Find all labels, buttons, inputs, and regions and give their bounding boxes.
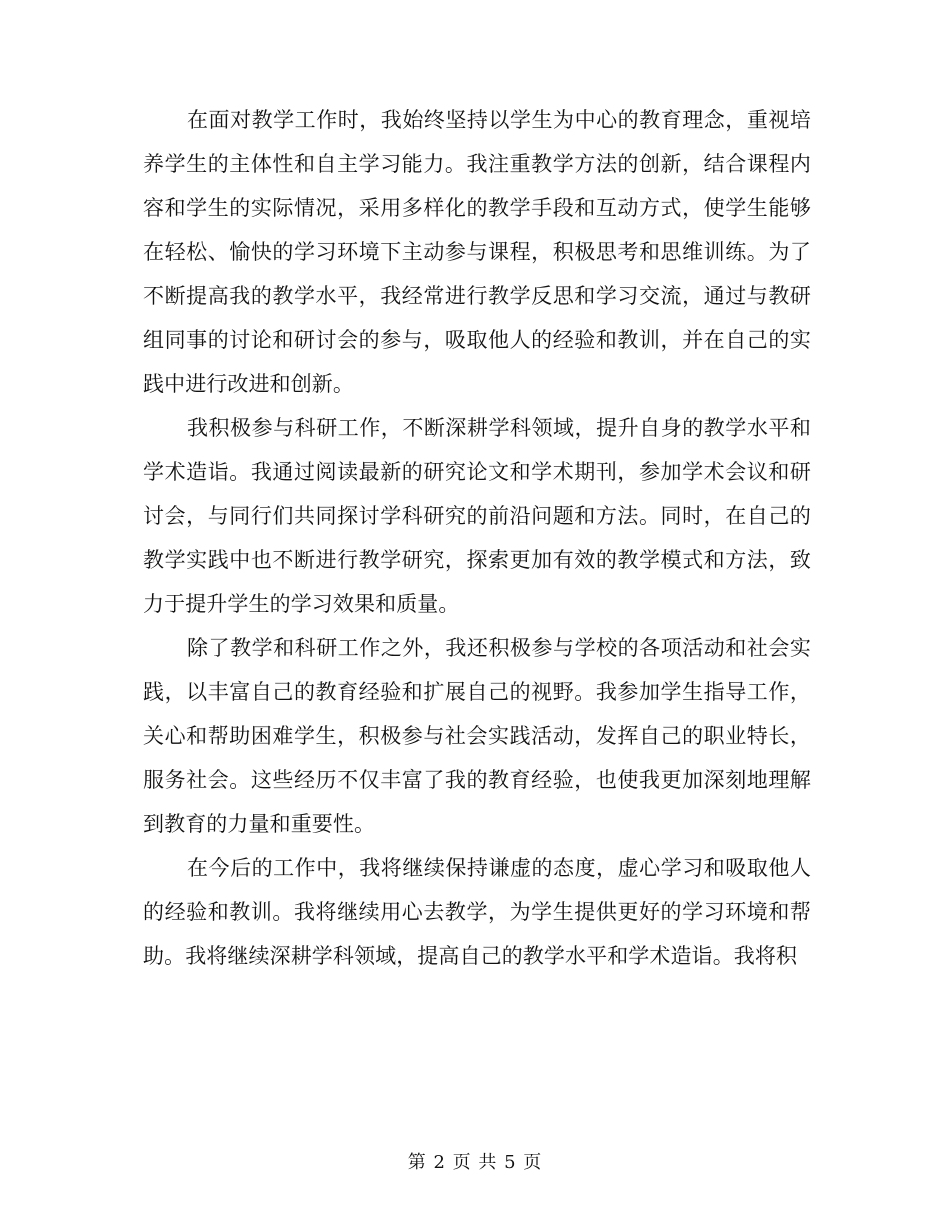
- paragraph-teaching: 在面对教学工作时，我始终坚持以学生为中心的教育理念，重视培养学生的主体性和自主学习能力。我注重教学方法的创新，结合课程内容和学生的实际情况，采用多样化的教学手段和互动方式，使学生能够在轻松、愉快的学习环境下主动参与课程，积极思考和思维训练。为了不断提高我的教学水平，我经常进行教学反思和学习交流，通过与教研组同事的讨论和研讨会的参与，吸取他人的经验和教训，并在自己的实践中进行改进和创新。: [143, 108, 811, 396]
- page-number-footer: 第 2 页 共 5 页: [407, 1152, 543, 1173]
- paragraph-future: 在今后的工作中，我将继续保持谦虚的态度，虚心学习和吸取他人的经验和教训。我将继续用心去教学，为学生提供更好的学习环境和帮助。我将继续深耕学科领域，提高自己的教学水平和学术造诣。我将积: [143, 856, 811, 968]
- document-body: [143, 98, 811, 978]
- paragraph-activities: 除了教学和科研工作之外，我还积极参与学校的各项活动和社会实践，以丰富自己的教育经验和扩展自己的视野。我参加学生指导工作，关心和帮助困难学生，积极参与社会实践活动，发挥自己的职业特长，服务社会。这些经历不仅丰富了我的教育经验，也使我更加深刻地理解到教育的力量和重要性。: [143, 636, 811, 836]
- paragraph-research: 我积极参与科研工作，不断深耕学科领域，提升自身的教学水平和学术造诣。我通过阅读最新的研究论文和学术期刊，参加学术会议和研讨会，与同行们共同探讨学科研究的前沿问题和方法。同时，在自己的教学实践中也不断进行教学研究，探索更加有效的教学模式和方法，致力于提升学生的学习效果和质量。: [143, 416, 811, 616]
